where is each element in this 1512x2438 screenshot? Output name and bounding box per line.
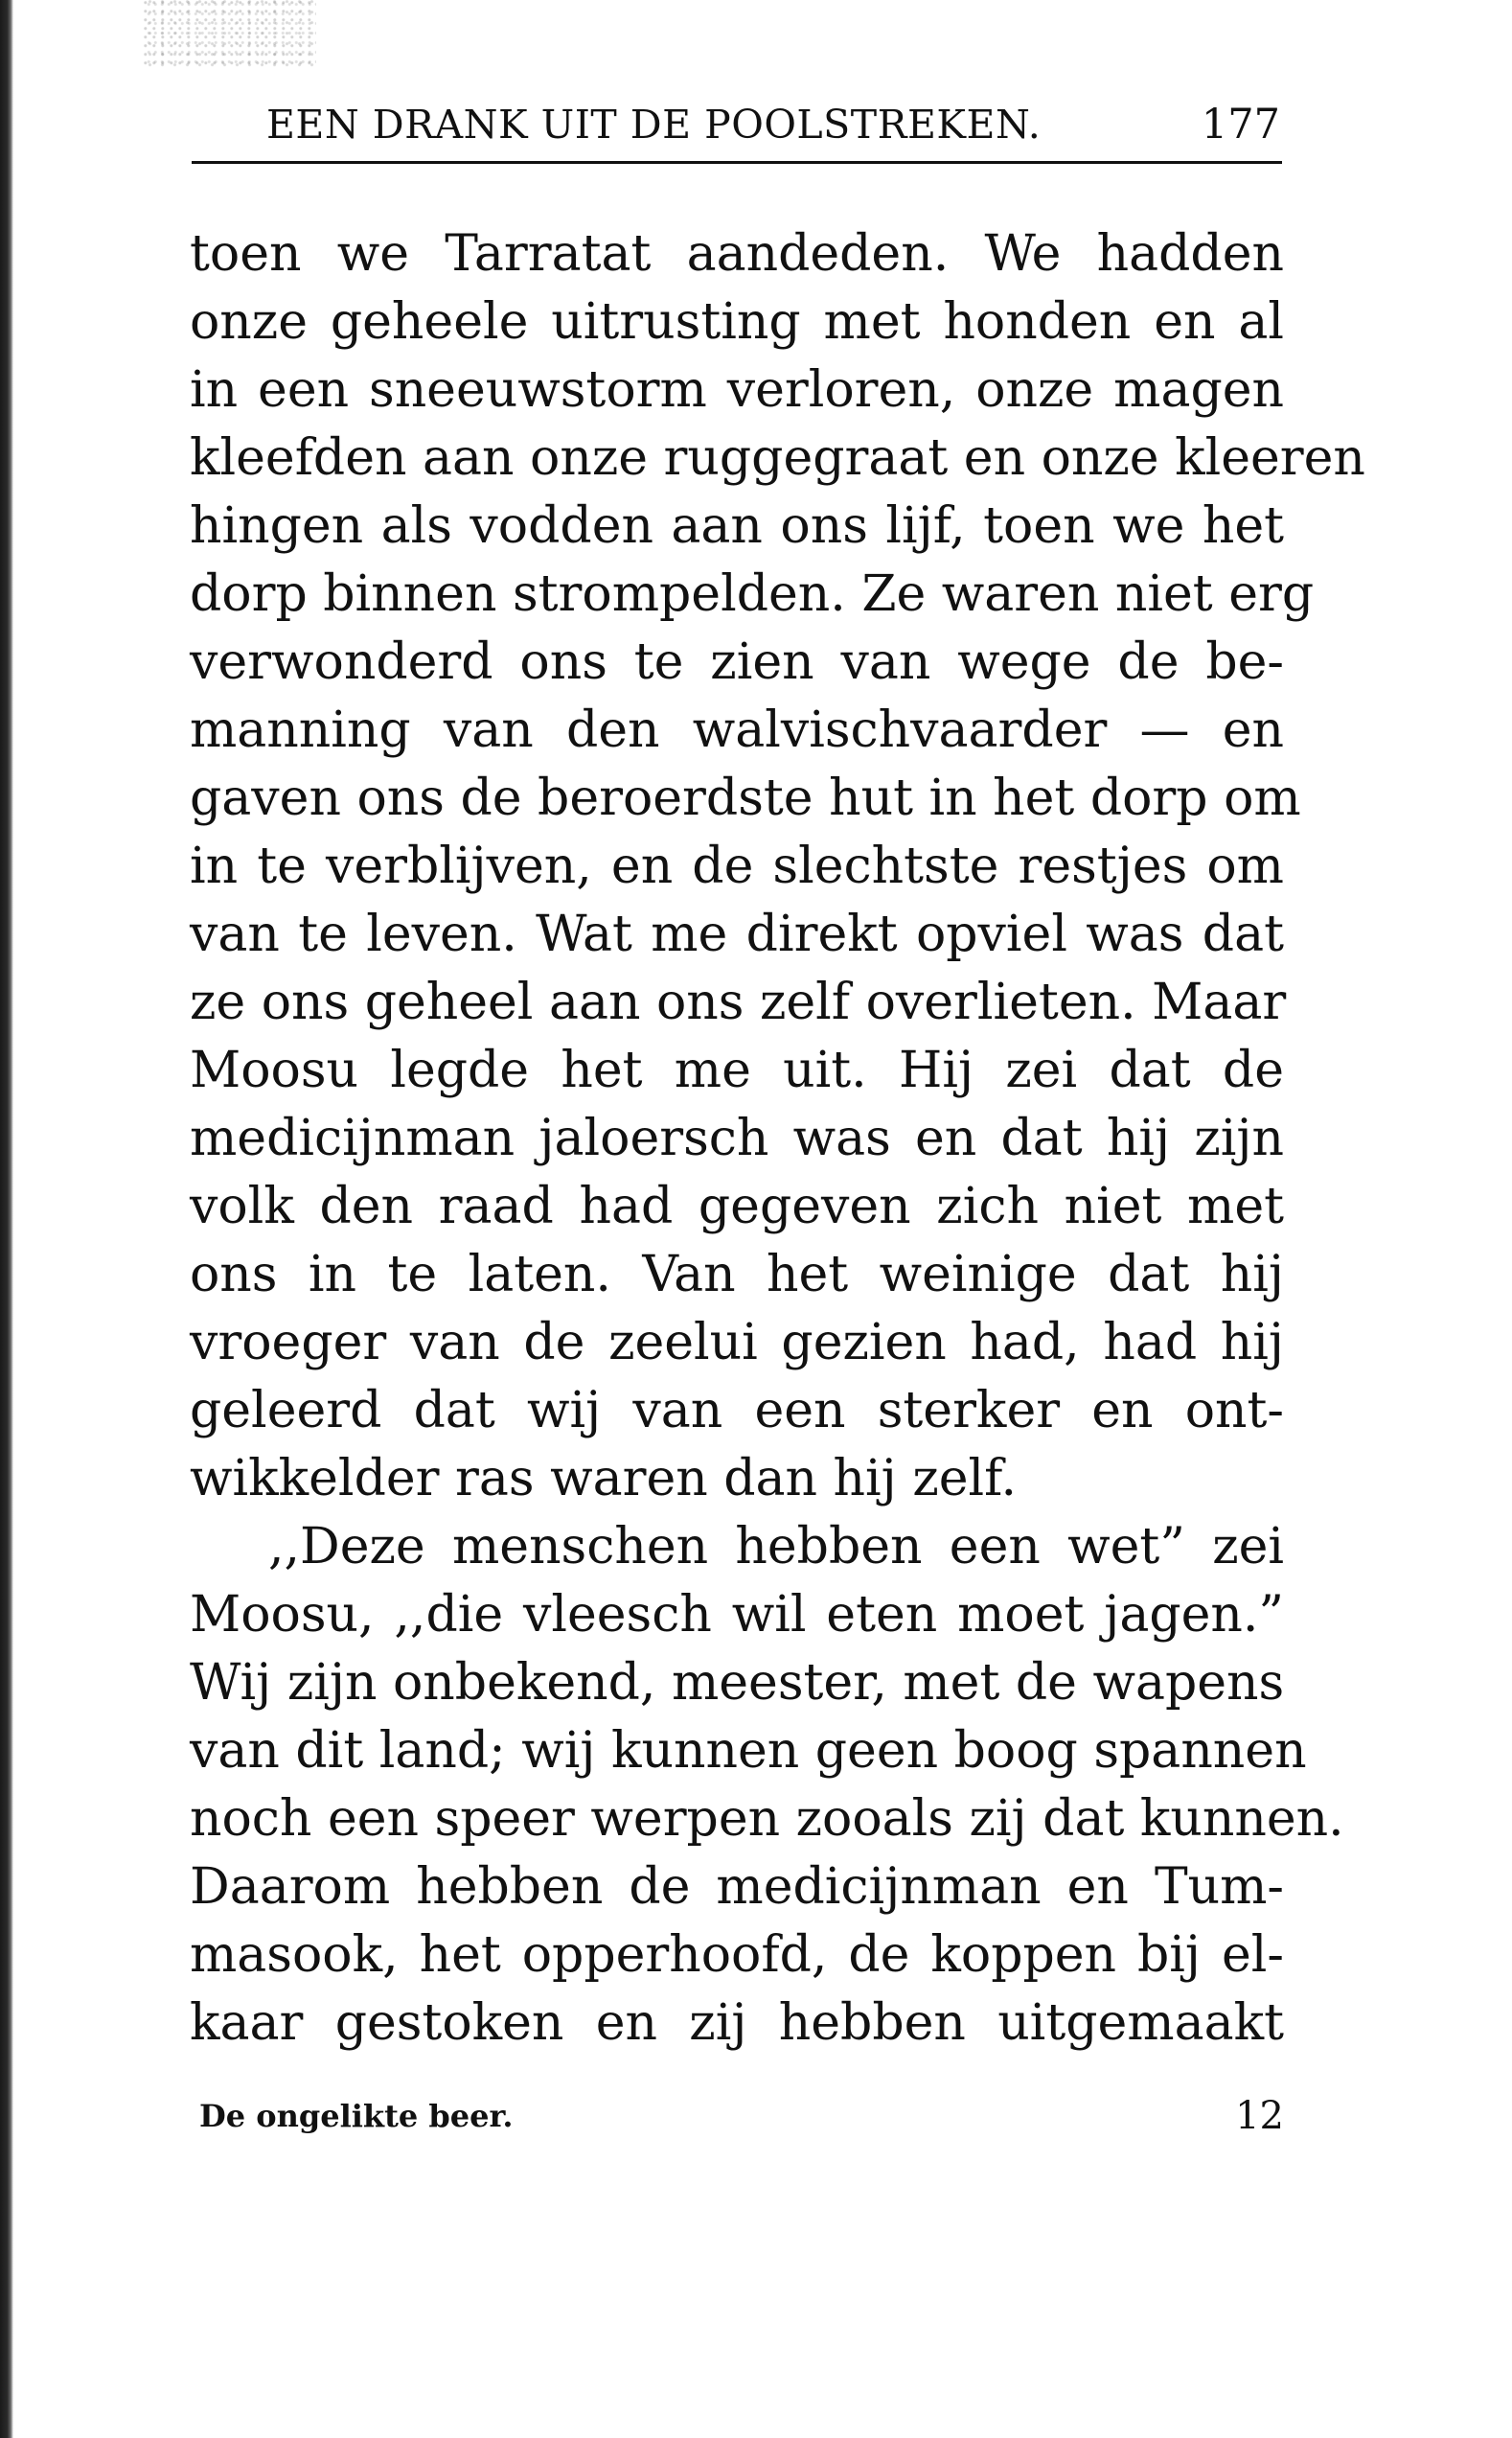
text-line: Moosu legde het me uit. Hij zei dat de (190, 1042, 1284, 1099)
text-line: ons in te laten. Van het weinige dat hij (190, 1246, 1284, 1303)
signature-mark: De ongelikte beer. (199, 2098, 514, 2134)
text-line: in te verblijven, en de slechtste restjes om (190, 838, 1284, 895)
header-rule (192, 161, 1282, 164)
text-line: toen we Tarratat aandeden. We hadden (190, 225, 1284, 283)
text-line: ,,Deze menschen hebben een wet” zei (268, 1518, 1284, 1576)
text-line: in een sneeuwstorm verloren, onze magen (190, 361, 1284, 419)
text-line: gaven ons de beroerdste hut in het dorp om (190, 770, 1301, 827)
text-line: Wij zijn onbekend, meester, met de wapens (190, 1654, 1285, 1712)
text-line: dorp binnen strompelden. Ze waren niet erg (190, 565, 1315, 623)
running-header (266, 94, 1280, 155)
text-line: Moosu, ,,die vleesch wil eten moet jagen.” (190, 1586, 1284, 1644)
text-line: geleerd dat wij van een sterker en ont- (190, 1382, 1284, 1439)
text-line: noch een speer werpen zooals zij dat kunnen. (190, 1790, 1344, 1848)
text-line: verwonderd ons te zien van wege de be- (190, 633, 1284, 691)
page-number: 177 (1201, 101, 1280, 149)
body-text (190, 220, 1365, 2058)
text-line: van te leven. Wat me direkt opviel was dat (190, 906, 1284, 963)
book-binding-edge (0, 0, 13, 2438)
text-line: masook, het opperhoofd, de koppen bij el- (190, 1926, 1284, 1984)
text-line: manning van den walvischvaarder — en (190, 702, 1284, 759)
text-line: kaar gestoken en zij hebben uitgemaakt (190, 1994, 1284, 2052)
footer (199, 2089, 1284, 2143)
running-title: EEN DRANK UIT DE POOLSTREKEN. (266, 102, 1042, 148)
text-line: medicijnman jaloersch was en dat hij zijn (190, 1110, 1284, 1167)
text-line: hingen als vodden aan ons lijf, toen we het (190, 497, 1284, 555)
text-line: van dit land; wij kunnen geen boog spannen (190, 1722, 1307, 1780)
text-line: kleefden aan onze ruggegraat en onze kleeren (190, 429, 1365, 487)
text-line: Daarom hebben de medicijnman en Tum- (190, 1858, 1284, 1916)
text-line: onze geheele uitrusting met honden en al (190, 293, 1284, 351)
text-line: wikkelder ras waren dan hij zelf. (190, 1450, 1018, 1507)
text-line: vroeger van de zeelui gezien had, had hij (190, 1314, 1284, 1371)
text-line: ze ons geheel aan ons zelf overlieten. Maar (190, 974, 1287, 1031)
text-line: volk den raad had gegeven zich niet met (190, 1178, 1284, 1235)
signature-number: 12 (1235, 2094, 1284, 2138)
print-speckle (144, 0, 316, 67)
